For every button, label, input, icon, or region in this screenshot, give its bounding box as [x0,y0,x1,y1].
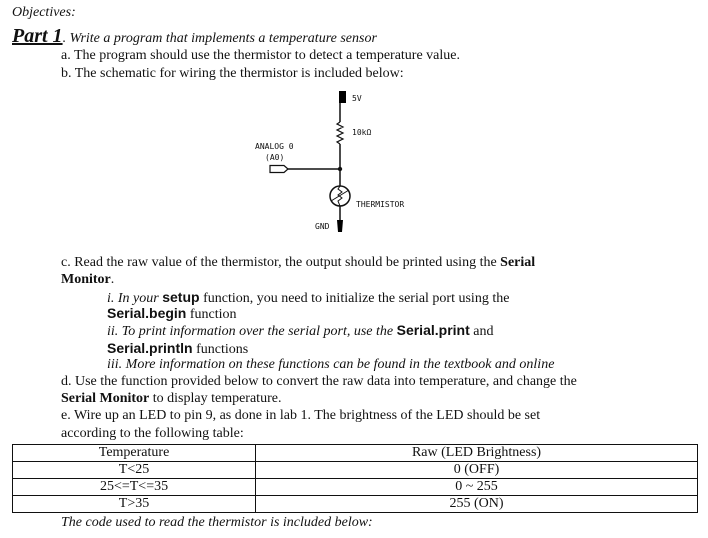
footer-note: The code used to read the thermistor is included below: [61,515,373,530]
table-header: Temperature [13,445,256,462]
ground-label: GND [315,222,330,231]
part-heading [12,25,377,47]
serial-println-term: Serial.println [107,340,193,356]
item-a: a. The program should use the thermistor to detect a temperature value. [61,48,460,63]
item-d-line2: Serial Monitor to display temperature. [61,391,282,406]
serial-print-term: Serial.print [396,322,470,338]
item-b: b. The schematic for wiring the thermistor is included below: [61,66,404,81]
table-cell: T>35 [13,496,256,513]
serial-term: Serial [500,255,536,270]
monitor-term: Monitor [61,272,111,287]
supply-label: 5V [352,94,362,103]
thermistor-label: THERMISTOR [356,200,405,209]
table-row [13,496,698,513]
part-dot: . [62,31,67,46]
table-row [13,462,698,479]
sub-ii-line1: ii. To print information over the serial port, use the Serial.print and [107,322,494,339]
resistor-symbol [337,122,343,144]
serial-monitor-term: Serial Monitor [61,391,150,406]
ground-terminal [337,220,343,232]
resistor-label: 10kΩ [352,128,372,137]
item-d-line1: d. Use the function provided below to convert the raw data into temperature, and change the [61,374,577,389]
table-cell: 255 (ON) [256,496,698,513]
supply-terminal [339,91,346,103]
thermistor-schematic [240,88,440,236]
item-e-line1: e. Wire up an LED to pin 9, as done in lab 1. The brightness of the LED should be set [61,408,541,423]
sub-i-line1: i. In your setup function, you need to initialize the serial port using the [107,289,510,306]
table-cell: 0 ~ 255 [256,479,698,496]
sub-i-line2: Serial.begin function [107,305,237,322]
serial-begin-term: Serial.begin [107,305,187,321]
table-row [13,479,698,496]
table-cell: 0 (OFF) [256,462,698,479]
analog-label: ANALOG 0 [255,142,294,151]
led-brightness-table [12,444,698,513]
item-e-line2: according to the following table: [61,426,244,441]
analog-connector [270,166,288,173]
item-c-line2: Monitor. [61,272,115,287]
table-cell: 25<=T<=35 [13,479,256,496]
sub-ii-line2: Serial.println functions [107,340,249,357]
analog-pin-label: (A0) [265,153,285,162]
table-cell: T<25 [13,462,256,479]
part-description: Write a program that implements a temperature sensor [69,31,377,46]
part-title: Part 1 [12,25,63,47]
sub-iii: iii. More information on these functions can be found in the textbook and online [107,357,555,372]
table-header-row [13,445,698,462]
item-c-line1: c. Read the raw value of the thermistor, the output should be printed using the Serial [61,255,536,270]
table-header: Raw (LED Brightness) [256,445,698,462]
setup-term: setup [162,289,200,305]
objectives-label: Objectives: [12,5,76,20]
